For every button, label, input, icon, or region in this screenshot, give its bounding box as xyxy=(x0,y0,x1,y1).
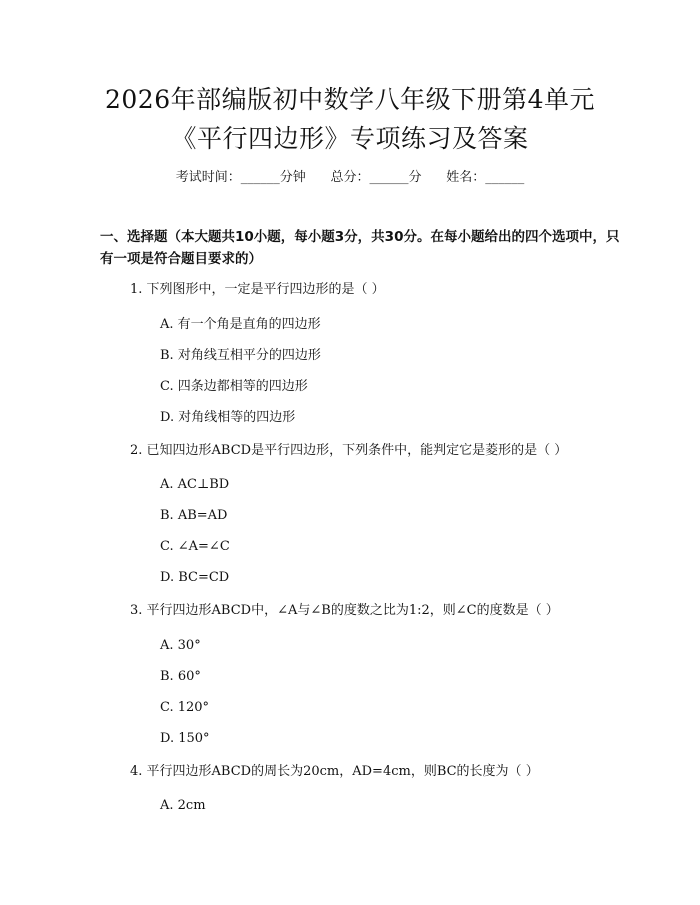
question-2-stem: 2. 已知四边形ABCD是平行四边形，下列条件中，能判定它是菱形的是（ ） xyxy=(130,443,568,458)
document-title-line-1: 2026年部编版初中数学八年级下册第4单元 xyxy=(104,85,596,114)
document-title-line-2: 《平行四边形》专项练习及答案 xyxy=(171,124,529,153)
question-4-stem: 4. 平行四边形ABCD的周长为20cm，AD=4cm，则BC的长度为（ ） xyxy=(130,764,539,779)
question-2-option-d: D. BC=CD xyxy=(160,570,230,585)
question-1-stem: 1. 下列图形中，一定是平行四边形的是（ ） xyxy=(130,282,385,297)
section-heading: 一、选择题（本大题共10小题，每小题3分，共30分。在每小题给出的四个选项中，只有一项是符合题目要求的） xyxy=(100,229,620,267)
question-3-option-b: B. 60° xyxy=(160,669,201,684)
question-1-option-a: A. 有一个角是直角的四边形 xyxy=(160,317,321,332)
question-1-option-c: C. 四条边都相等的四边形 xyxy=(160,379,308,394)
question-3-stem: 3. 平行四边形ABCD中，∠A与∠B的度数之比为1:2，则∠C的度数是（ ） xyxy=(130,603,559,618)
question-1-option-d: D. 对角线相等的四边形 xyxy=(160,410,296,425)
question-4-option-a: A. 2cm xyxy=(160,798,206,813)
question-3-option-c: C. 120° xyxy=(160,700,210,715)
exam-info-line: 考试时间：______分钟 总分：______分 姓名：______ xyxy=(175,170,525,185)
question-3-option-d: D. 150° xyxy=(160,731,210,746)
question-1-option-b: B. 对角线互相平分的四边形 xyxy=(160,348,321,363)
question-3-option-a: A. 30° xyxy=(160,638,201,653)
question-2-option-a: A. AC⊥BD xyxy=(160,477,230,492)
question-2-option-b: B. AB=AD xyxy=(160,508,228,523)
question-2-option-c: C. ∠A=∠C xyxy=(160,539,230,554)
